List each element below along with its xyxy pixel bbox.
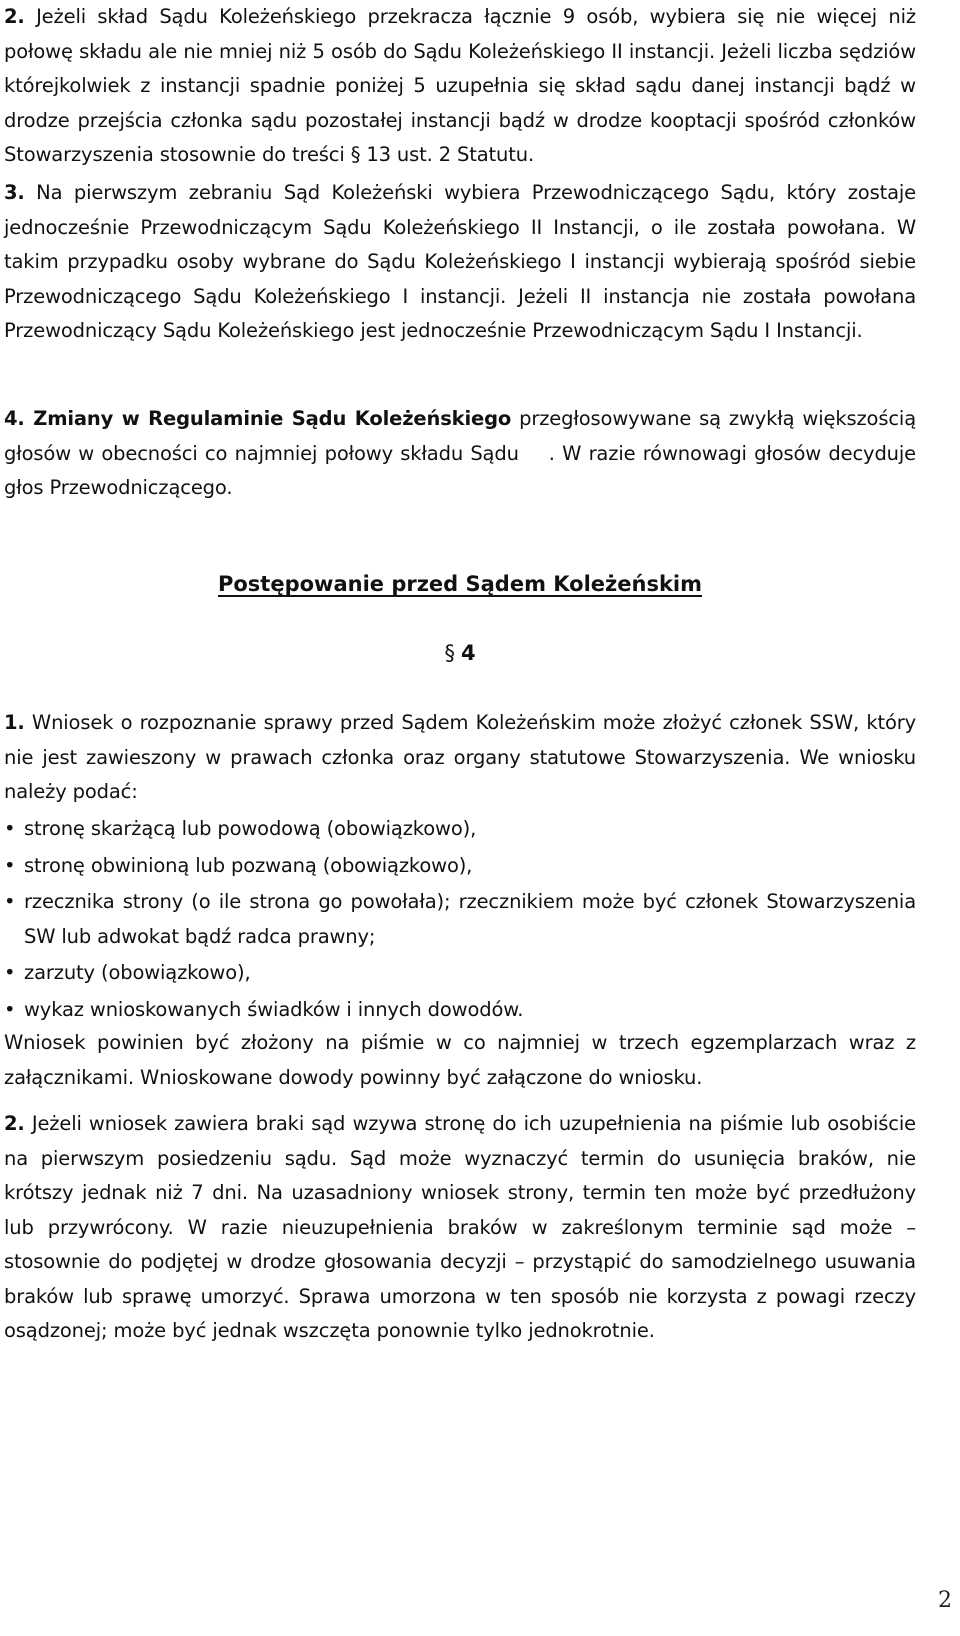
paragraph-2b (4, 1107, 916, 1349)
paragraph-text: Jeżeli wniosek zawiera braki sąd wzywa stronę do ich uzupełnienia na piśmie lub osobiście na pierwszym posiedzeniu sądu. Sąd może wyznaczyć termin do usunięcia braków, nie krótszy jednak niż 7 dni. Na uzasadniony wniosek strony, termin ten może być przedłużony lub przywrócony. W razie nieuzupełnienia braków w zakreślonym terminie sąd może – stosownie do podjętej w drodze głosowania decyzji – przystąpić do samodzielnego usuwania braków lub sprawę umorzyć. Sprawa umorzona w ten sposób nie korzysta z powagi rzeczy osądzonej; może być jednak wszczęta ponownie tylko jednokrotnie. (4, 1112, 916, 1342)
paragraph-number: 1. (4, 711, 25, 734)
paragraph-4 (4, 402, 916, 506)
paragraph-bold-text: Zmiany w Regulaminie Sądu Koleżeńskiego (24, 407, 512, 430)
section-sign: § (444, 641, 455, 665)
list-item: • zarzuty (obowiązkowo), (4, 956, 916, 991)
section-heading: Postępowanie przed Sądem Koleżeńskim (217, 572, 703, 596)
paragraph-number: 4. (4, 407, 25, 430)
paragraph-text: przegłosowywane są zwykłą większością głosów w obecności co najmniej połowy składu Sądu (4, 407, 916, 465)
list-item: • wykaz wnioskowanych świadków i innych dowodów. (4, 993, 916, 1028)
page-number: 2 (938, 1588, 952, 1613)
paragraph-text-after: . W razie równowagi głosów decyduje głos Przewodniczącego. (4, 441, 916, 499)
list-item: • stronę obwinioną lub pozwaną (obowiązkowo), (4, 849, 916, 884)
list-item: • rzecznika strony (o ile strona go powołała); rzecznikiem może być członek Stowarzyszenia SW lub adwokat bądź radca prawny; (4, 885, 916, 954)
paragraph-text: Wniosek powinien być złożony na piśmie w co najmniej w trzech egzemplarzach wraz z załącznikami. Wnioskowane dowody powinny być załączone do wniosku. (4, 1031, 916, 1089)
paragraph-text: Jeżeli skład Sądu Koleżeńskiego przekracza łącznie 9 osób, wybiera się nie więcej niż połowę składu ale nie mniej niż 5 osób do Sądu Koleżeńskiego II instancji. Jeżeli liczba sędziów którejkolwiek z instancji spadnie poniżej 5 uzupełnia się skład sądu danej instancji bądź w drodze przejścia członka sądu pozostałej instancji bądź w drodze kooptacji spośród członków Stowarzyszenia stosownie do treści § 13 ust. 2 Statutu. (4, 5, 916, 166)
paragraph-text: Wniosek o rozpoznanie sprawy przed Sądem Koleżeńskim może złożyć członek SSW, który nie jest zawieszony w prawach członka oraz organy statutowe Stowarzyszenia. We wniosku należy podać: (4, 711, 916, 803)
paragraph-note (4, 1026, 916, 1095)
section-number (4, 641, 916, 665)
list-item: • stronę skarżącą lub powodową (obowiązkowo), (4, 812, 916, 847)
paragraph-text: Na pierwszym zebraniu Sąd Koleżeński wybiera Przewodniczącego Sądu, który zostaje jednocześnie Przewodniczącym Sądu Koleżeńskiego II Instancji, o ile została powołana. W takim przypadku osoby wybrane do Sądu Koleżeńskiego I instancji wybierają spośród siebie Przewodniczącego Sądu Koleżeńskiego I instancji. Jeżeli II instancja nie została powołana Przewodniczący Sądu Koleżeńskiego jest jednocześnie Przewodniczącym Sądu I Instancji. (4, 181, 916, 342)
paragraph-3 (4, 176, 916, 349)
paragraph-1 (4, 706, 916, 810)
paragraph-number: 3. (4, 181, 25, 204)
section-number-value: 4 (460, 641, 476, 665)
paragraph-number: 2. (4, 5, 25, 28)
bullet-list (4, 812, 916, 1029)
paragraph-number: 2. (4, 1112, 25, 1135)
paragraph-2 (4, 0, 916, 173)
